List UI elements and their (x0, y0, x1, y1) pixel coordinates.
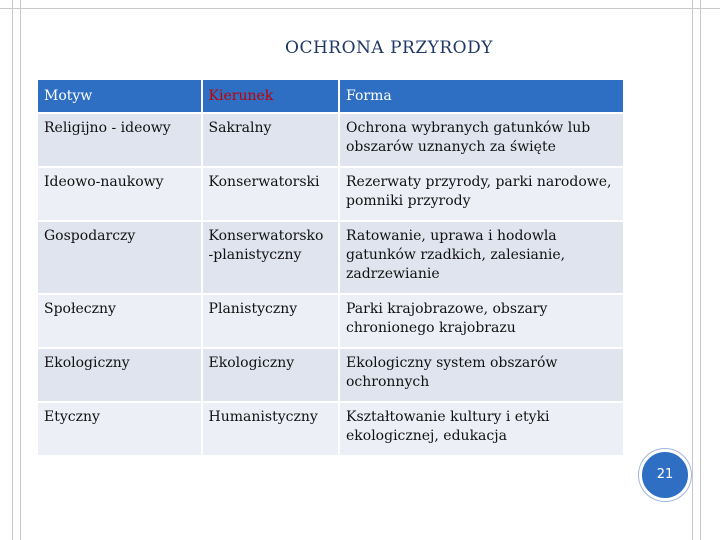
header-forma: Forma (340, 80, 623, 112)
cell-forma: Parki krajobrazowe, obszary chronionego krajobrazu (340, 295, 623, 347)
frame-line-left (12, 0, 13, 540)
frame-line-left-inner (20, 0, 21, 540)
cell-kierunek: Humanistyczny (203, 403, 338, 455)
cell-forma: Ratowanie, uprawa i hodowla gatunków rzadkich, zalesianie, zadrzewianie (340, 222, 623, 293)
cell-forma: Rezerwaty przyrody, parki narodowe, pomniki przyrody (340, 168, 623, 220)
cell-motyw: Ekologiczny (38, 349, 201, 401)
header-motyw: Motyw (38, 80, 201, 112)
frame-line-top (0, 8, 720, 9)
cell-kierunek: Ekologiczny (203, 349, 338, 401)
cell-motyw: Etyczny (38, 403, 201, 455)
table-row (38, 349, 623, 401)
cell-motyw: Gospodarczy (38, 222, 201, 293)
cell-forma: Ekologiczny system obszarów ochronnych (340, 349, 623, 401)
table-row (38, 114, 623, 166)
slide-title: OCHRONA PRZYRODY (285, 38, 493, 58)
cell-kierunek: Planistyczny (203, 295, 338, 347)
table-row (38, 403, 623, 455)
frame-line-right-inner (700, 0, 701, 540)
cell-kierunek: Konserwatorski (203, 168, 338, 220)
table-header-row (38, 80, 623, 112)
header-kierunek: Kierunek (203, 80, 338, 112)
cell-kierunek: Konserwatorsko -planistyczny (203, 222, 338, 293)
table-row (38, 295, 623, 347)
frame-line-right (692, 0, 693, 540)
table-row (38, 168, 623, 220)
protection-table (36, 78, 625, 457)
cell-motyw: Ideowo-naukowy (38, 168, 201, 220)
cell-forma: Kształtowanie kultury i etyki ekologicznej, edukacja (340, 403, 623, 455)
cell-forma: Ochrona wybranych gatunków lub obszarów uznanych za święte (340, 114, 623, 166)
cell-motyw: Religijno - ideowy (38, 114, 201, 166)
table-row (38, 222, 623, 293)
cell-kierunek: Sakralny (203, 114, 338, 166)
cell-motyw: Społeczny (38, 295, 201, 347)
page-number-badge: 21 (639, 449, 691, 501)
